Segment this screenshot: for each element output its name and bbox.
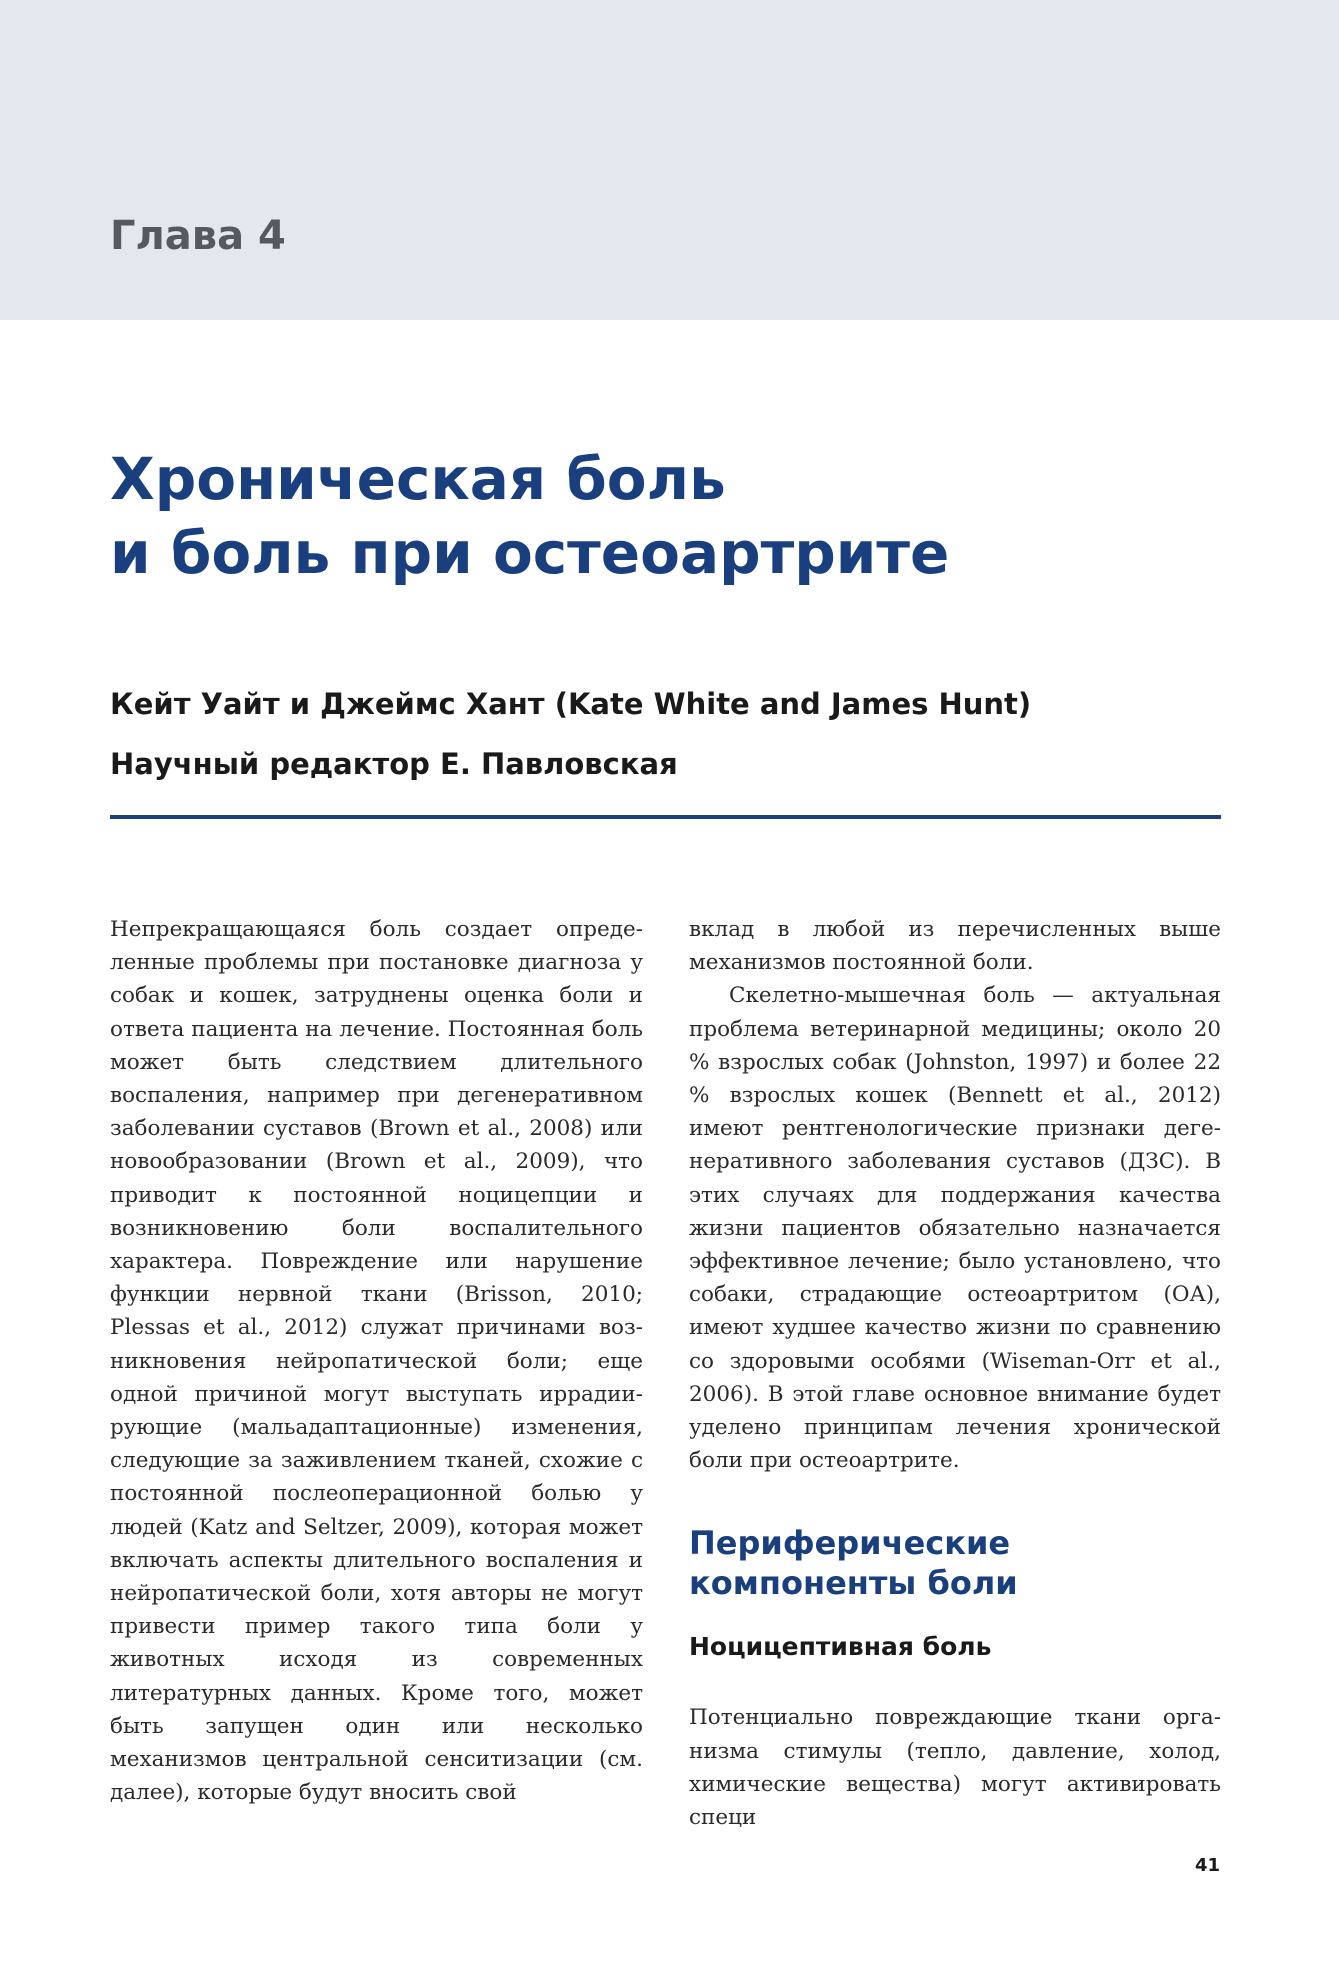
left-column: [110, 913, 643, 1809]
chapter-label: Глава 4: [110, 213, 286, 259]
body-paragraph: Потенциально повреждающие ткани организма стимулы (тепло, давление, холод, химические вещества) могут активировать специ: [689, 1705, 1221, 1831]
page-number: 41: [1195, 1855, 1221, 1876]
section-heading: Периферические компоненты боли: [689, 1524, 1018, 1603]
chapter-title: [110, 442, 1230, 590]
scientific-editor: Научный редактор Е. Павловская: [110, 747, 678, 781]
chapter-title-line-1: Хроническая боль: [110, 445, 726, 513]
authors: Кейт Уайт и Джеймс Хант (Kate White and James Hunt): [110, 687, 1032, 721]
chapter-header-band: [0, 0, 1339, 320]
subsection-heading: Ноцицептивная боль: [689, 1632, 992, 1662]
title-divider: [110, 815, 1221, 819]
body-paragraph-continuation: вклад в любой из перечисленных выше механизмов постоянной боли.: [689, 917, 1221, 976]
body-paragraph: Скелетно-мышечная боль — актуальная проблема ветеринарной медицины; около 20 % взрослых собак (Johnston, 1997) и более 22 % взрослых кошек (Bennett et al., 2012) имеют рентгенологические признаки дегенеративного заболевания суставов (ДЗС). В этих случаях для поддержания качества жизни пациентов обязательно назначается эффективное лечение; было установлено, что собаки, страдающие остеоартритом (ОА), имеют худшее качество жизни по сравнению со здоровыми особями (Wiseman-Orr et al., 2006). В этой главе основное внимание будет уделено принципам лечения хронической боли при остеоартрите.: [689, 983, 1221, 1474]
body-paragraph: Непрекращающаяся боль создает определенные проблемы при постановке диагноза у собак и кошек, затруднены оценка боли и ответа пациента на лечение. Постоянная боль может быть следствием длительного воспаления, например при дегенеративном заболевании суставов (Brown et al., 2008) или новообразовании (Brown et al., 2009), что приводит к постоянной ноцицепции и возникновению боли воспалительного характера. Повреждение или нарушение функции нервной ткани (Brisson, 2010; Plessas et al., 2012) служат причинами возникновения нейропатической боли; еще одной причиной могут выступать иррадиирующие (мальадаптационные) изменения, следующие за заживлением тканей, схожие с постоянной послеоперационной болью у людей (Katz and Seltzer, 2009), которая может включать аспекты длительного воспаления и нейропатической боли, хотя авторы не могут привести пример такого типа боли у животных исходя из современных литературных данных. Кроме того, может быть запущен один или несколько механизмов центральной сенситизации (см. далее), которые будут вносить свой: [110, 917, 643, 1806]
chapter-title-line-2: и боль при остеоартрите: [110, 519, 950, 587]
right-column: [689, 913, 1221, 1834]
